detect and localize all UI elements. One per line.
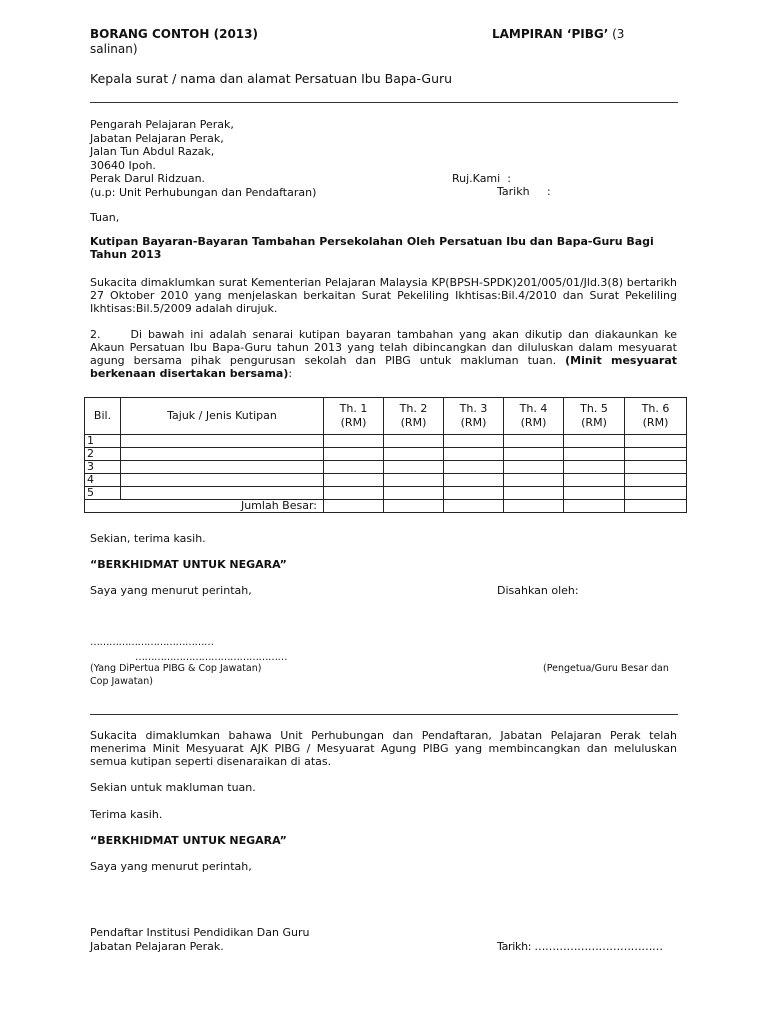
- form-title: BORANG CONTOH (2013): [90, 27, 258, 41]
- closing-text: Sekian, terima kasih.: [90, 532, 206, 545]
- header-bil: Bil.: [85, 398, 121, 435]
- address-line: Jalan Tun Abdul Razak,: [90, 145, 215, 158]
- table-header-row: [85, 398, 687, 435]
- signature-line-right: …………………………………………: [135, 652, 287, 663]
- header-tajuk: Tajuk / Jenis Kutipan: [121, 398, 324, 435]
- address-line: Perak Darul Ridzuan.: [90, 172, 206, 185]
- lampiran-copies: (3: [612, 27, 625, 41]
- signatory-label: Saya yang menurut perintah,: [90, 584, 252, 597]
- pengetua-title-cont: Cop Jawatan): [90, 676, 153, 687]
- closing-makluman: Sekian untuk makluman tuan.: [90, 781, 256, 794]
- address-line: Pengarah Pelajaran Perak,: [90, 118, 234, 131]
- paragraph-2-text: Di bawah ini adalah senarai kutipan bayaran tambahan yang akan dikutip dan diakaunkan ke Akaun Persatuan Ibu Bapa-Guru tahun 2013 yang telah dibincangkan dan diluluskan dalam mesyuarat agung bersama pihak pengurusan sekolah dan PIBG untuk makluman tuan.: [90, 328, 677, 367]
- copies-note: salinan): [90, 42, 138, 56]
- recipient-address: [90, 118, 316, 199]
- tarikh-label: Tarikh :: [497, 185, 551, 198]
- lampiran-heading: [492, 27, 624, 41]
- paragraph-2-end: :: [288, 367, 293, 380]
- header-th1: Th. 1 (RM): [324, 398, 384, 435]
- header-th4: Th. 4 (RM): [504, 398, 564, 435]
- address-line: Jabatan Pelajaran Perak,: [90, 131, 224, 145]
- office-line-2: Jabatan Pelajaran Perak.: [90, 940, 224, 953]
- table-row: 5: [85, 487, 687, 500]
- closing-thanks: Terima kasih.: [90, 808, 163, 821]
- signatory-label-2: Saya yang menurut perintah,: [90, 860, 252, 873]
- paragraph-number: 2.: [90, 328, 101, 341]
- endorsement-label: Disahkan oleh:: [497, 584, 579, 597]
- paragraph-1: Sukacita dimaklumkan surat Kementerian Pelajaran Malaysia KP(BPSH-SPDK)201/005/01/Jld.3(8) bertarikh 27 Oktober 2010 yang menjelaskan berkaitan Surat Pekeliling Ikhtisas:Bil.4/2010 dan Surat Pekeliling Ikhtisas:Bil.5/2009 adalah dirujuk.: [90, 276, 677, 315]
- address-line: 30640 Ipoh.: [90, 158, 156, 172]
- header-th3: Th. 3 (RM): [444, 398, 504, 435]
- paragraph-2: [90, 328, 677, 380]
- subject-line: Kutipan Bayaran-Bayaran Tambahan Persekolahan Oleh Persatuan Ibu dan Bapa-Guru Bagi Tahun 2013: [90, 235, 654, 261]
- letterhead-placeholder: Kepala surat / nama dan alamat Persatuan Ibu Bapa-Guru: [90, 71, 453, 86]
- paragraph-2-bold: (Minit mesyuarat berkenaan disertakan bersama): [90, 354, 678, 380]
- salutation: Tuan,: [90, 211, 120, 224]
- motto-2: “BERKHIDMAT UNTUK NEGARA”: [90, 834, 287, 847]
- signature-line-left: …………………………………: [90, 637, 214, 648]
- tarikh-field: Tarikh: ………………………………: [497, 940, 663, 953]
- yang-dipertua-title: (Yang DiPertua PIBG & Cop Jawatan): [90, 663, 262, 674]
- address-line: (u.p: Unit Perhubungan dan Pendaftaran): [90, 185, 317, 199]
- header-th6: Th. 6 (RM): [625, 398, 687, 435]
- ruj-label: Ruj.Kami :: [452, 172, 511, 185]
- table-row: 4: [85, 474, 687, 487]
- pengetua-title: (Pengetua/Guru Besar dan: [543, 663, 669, 674]
- lampiran-label: LAMPIRAN ‘PIBG’: [492, 27, 609, 41]
- table-row: 3: [85, 461, 687, 474]
- header-th2: Th. 2 (RM): [384, 398, 444, 435]
- total-row: [85, 500, 687, 513]
- table-row: 2: [85, 448, 687, 461]
- acknowledgement-paragraph: Sukacita dimaklumkan bahawa Unit Perhubungan dan Pendaftaran, Jabatan Pelajaran Perak telah menerima Minit Mesyuarat AJK PIBG / Mesyuarat Agung PIBG yang membincangkan dan meluluskan semua kutipan seperti disenaraikan di atas.: [90, 729, 677, 768]
- total-label: Jumlah Besar:: [85, 500, 324, 513]
- office-line-1: Pendaftar Institusi Pendidikan Dan Guru: [90, 926, 310, 939]
- section-rule: [90, 714, 678, 715]
- table-row: 1: [85, 435, 687, 448]
- header-rule: [90, 102, 678, 103]
- header-th5: Th. 5 (RM): [564, 398, 625, 435]
- motto: “BERKHIDMAT UNTUK NEGARA”: [90, 558, 287, 571]
- kutipan-table: [84, 397, 687, 513]
